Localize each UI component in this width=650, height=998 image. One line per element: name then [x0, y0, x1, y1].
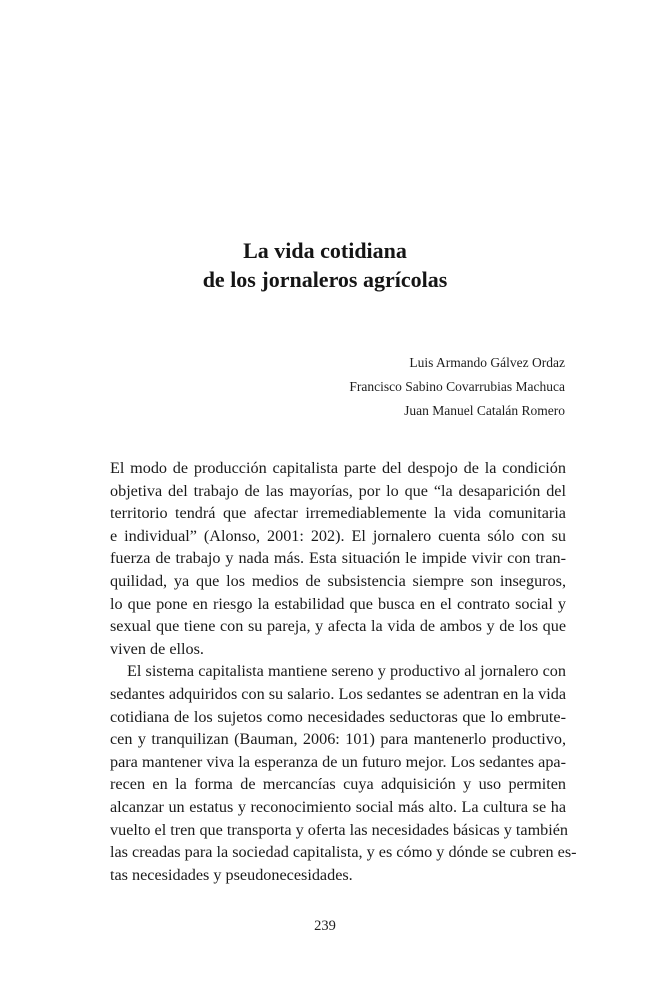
author-name: Francisco Sabino Covarrubias Machuca	[349, 379, 565, 394]
chapter-title-line-1: La vida cotidiana	[243, 238, 407, 263]
text-line: las creadas para la sociedad capitalista, y es cómo y dónde se cubren es-	[110, 843, 577, 862]
author-name: Luis Armando Gálvez Ordaz	[409, 355, 565, 370]
text-line: alcanzar un estatus y reconocimiento social más alto. La cultura se ha	[110, 797, 566, 816]
text-line: El modo de producción capitalista parte del despojo de la condición	[110, 459, 566, 477]
text-line: cen y tranquilizan (Bauman, 2006: 101) para mantenerlo productivo,	[110, 730, 566, 749]
paragraph-2	[110, 660, 577, 886]
paragraph-1	[110, 457, 566, 660]
text-line: para mantener viva la esperanza de un futuro mejor. Los sedantes apa-	[110, 752, 566, 771]
text-line: tas necesidades y pseudonecesidades.	[110, 865, 353, 884]
text-line: quilidad, ya que los medios de subsistencia siempre son inseguros,	[110, 571, 566, 590]
chapter-title-line-2: de los jornaleros agrícolas	[202, 267, 448, 292]
chapter-title	[0, 236, 650, 294]
page-number: 239	[314, 918, 336, 934]
text-line: vuelto el tren que transporta y oferta las necesidades básicas y también	[110, 820, 569, 839]
text-line: objetiva del trabajo de las mayorías, por lo que “la desaparición del	[110, 481, 566, 500]
text-line: viven de ellos.	[110, 639, 204, 658]
author-name: Juan Manuel Catalán Romero	[404, 403, 565, 418]
text-line: sexual que tiene con su pareja, y afecta la vida de ambos y de los que	[110, 617, 566, 636]
text-line: e individual” (Alonso, 2001: 202). El jornalero cuenta sólo con su	[110, 526, 566, 545]
text-line: recen en la forma de mercancías cuya adquisición y uso permiten	[110, 775, 566, 794]
text-line: sedantes adquiridos con su salario. Los sedantes se adentran en la vida	[110, 684, 566, 703]
body-text	[110, 457, 577, 886]
text-line: cotidiana de los sujetos como necesidades seductoras que lo embrute-	[110, 707, 566, 726]
author-list	[349, 351, 565, 423]
text-line: lo que pone en riesgo la estabilidad que busca en el contrato social y	[110, 594, 566, 613]
text-line: territorio tendrá que afectar irremediablemente la vida comunitaria	[110, 504, 566, 523]
text-line: El sistema capitalista mantiene sereno y productivo al jornalero con	[127, 662, 566, 681]
text-line: fuerza de trabajo y nada más. Esta situación le impide vivir con tran-	[110, 549, 566, 568]
